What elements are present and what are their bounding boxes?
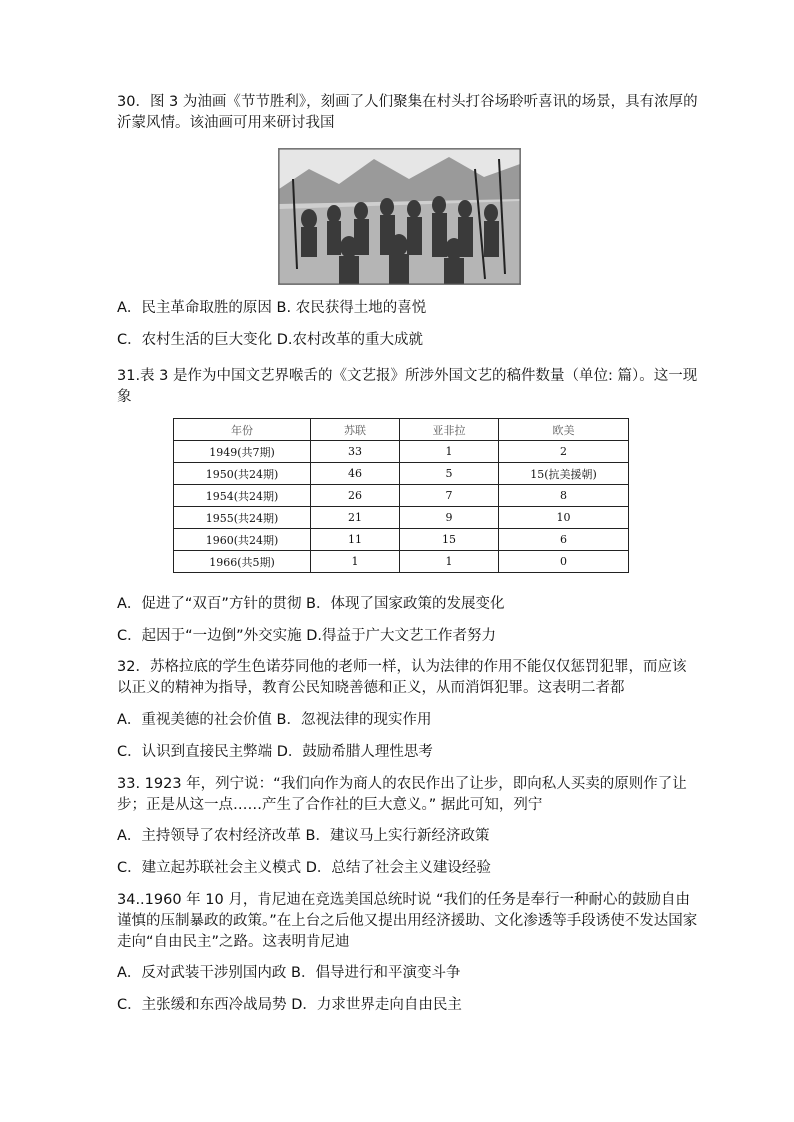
table-cell: 1955(共24期) [174, 507, 311, 529]
question-31-stem: 31.表 3 是作为中国文艺界喉舌的《文艺报》所涉外国文艺的稿件数量（单位: 篇）。这一现象 [117, 368, 698, 405]
table-cell: 26 [311, 485, 400, 507]
table-cell: 1949(共7期) [174, 441, 311, 463]
question-30-option-ab: A．民主革命取胜的原因 B. 农民获得土地的喜悦 [117, 300, 427, 316]
table-header-cell: 亚非拉 [400, 419, 499, 441]
table-cell: 15(抗美援朝) [499, 463, 629, 485]
table-cell: 6 [499, 529, 629, 551]
table-cell: 1 [400, 551, 499, 573]
table-row [174, 551, 629, 573]
question-32-option-cd: C．认识到直接民主弊端 D．鼓励希腊人理性思考 [117, 744, 433, 760]
table-cell: 1 [311, 551, 400, 573]
table-header-cell: 欧美 [499, 419, 629, 441]
oil-painting-image [278, 148, 521, 285]
question-33-option-ab: A．主持领导了农村经济改革 B．建议马上实行新经济政策 [117, 828, 490, 844]
table-row [174, 507, 629, 529]
table-header-row [174, 419, 629, 441]
article-count-table [173, 418, 629, 573]
table-cell: 46 [311, 463, 400, 485]
question-32-option-ab: A．重视美德的社会价值 B．忽视法律的现实作用 [117, 712, 432, 728]
table-cell: 1966(共5期) [174, 551, 311, 573]
question-30-stem: 30．图 3 为油画《节节胜利》，刻画了人们聚集在村头打谷场聆听喜讯的场景，具有浓厚的沂蒙风情。该油画可用来研讨我国 [117, 94, 698, 131]
table-cell: 1954(共24期) [174, 485, 311, 507]
table-header-cell: 年份 [174, 419, 311, 441]
table-cell: 5 [400, 463, 499, 485]
table-cell: 11 [311, 529, 400, 551]
table-cell: 21 [311, 507, 400, 529]
question-31-option-cd: C．起因于“一边倒”外交实施 D.得益于广大文艺工作者努力 [117, 628, 497, 644]
table-cell: 10 [499, 507, 629, 529]
table-cell: 1 [400, 441, 499, 463]
table-cell: 33 [311, 441, 400, 463]
table-cell: 9 [400, 507, 499, 529]
table-row [174, 441, 629, 463]
question-34-option-ab: A．反对武装干涉别国内政 B．倡导进行和平演变斗争 [117, 965, 461, 981]
table-row [174, 529, 629, 551]
question-32-stem: 32．苏格拉底的学生色诺芬同他的老师一样，认为法律的作用不能仅仅惩罚犯罪，而应该以正义的精神为指导，教育公民知晓善德和正义，从而消饵犯罪。这表明二者都 [117, 659, 687, 696]
table-cell: 15 [400, 529, 499, 551]
table-cell: 1960(共24期) [174, 529, 311, 551]
question-34-option-cd: C．主张缓和东西冷战局势 D．力求世界走向自由民主 [117, 997, 462, 1013]
table-row [174, 485, 629, 507]
table-header-cell: 苏联 [311, 419, 400, 441]
painting-illustration [279, 149, 520, 284]
question-31-option-ab: A．促进了“双百”方针的贯彻 B．体现了国家政策的发展变化 [117, 596, 505, 612]
question-33-option-cd: C．建立起苏联社会主义模式 D．总结了社会主义建设经验 [117, 860, 491, 876]
table-row [174, 463, 629, 485]
table-cell: 1950(共24期) [174, 463, 311, 485]
table-cell: 8 [499, 485, 629, 507]
table-cell: 0 [499, 551, 629, 573]
question-30-option-cd: C．农村生活的巨大变化 D.农村改革的重大成就 [117, 332, 424, 348]
table-cell: 7 [400, 485, 499, 507]
question-33-stem: 33. 1923 年，列宁说：“我们向作为商人的农民作出了让步，即向私人买卖的原则作了让步；正是从这一点……产生了合作社的巨大意义。” 据此可知，列宁 [117, 776, 687, 813]
question-34-stem: 34..1960 年 10 月，肯尼迪在竞选美国总统时说 “我们的任务是奉行一种耐心的鼓励自由谨慎的压制暴政的政策。”在上台之后他又提出用经济援助、文化渗透等手段诱使不发达国家走向“自由民主”之路。这表明肯尼迪 [117, 892, 698, 950]
table-cell: 2 [499, 441, 629, 463]
